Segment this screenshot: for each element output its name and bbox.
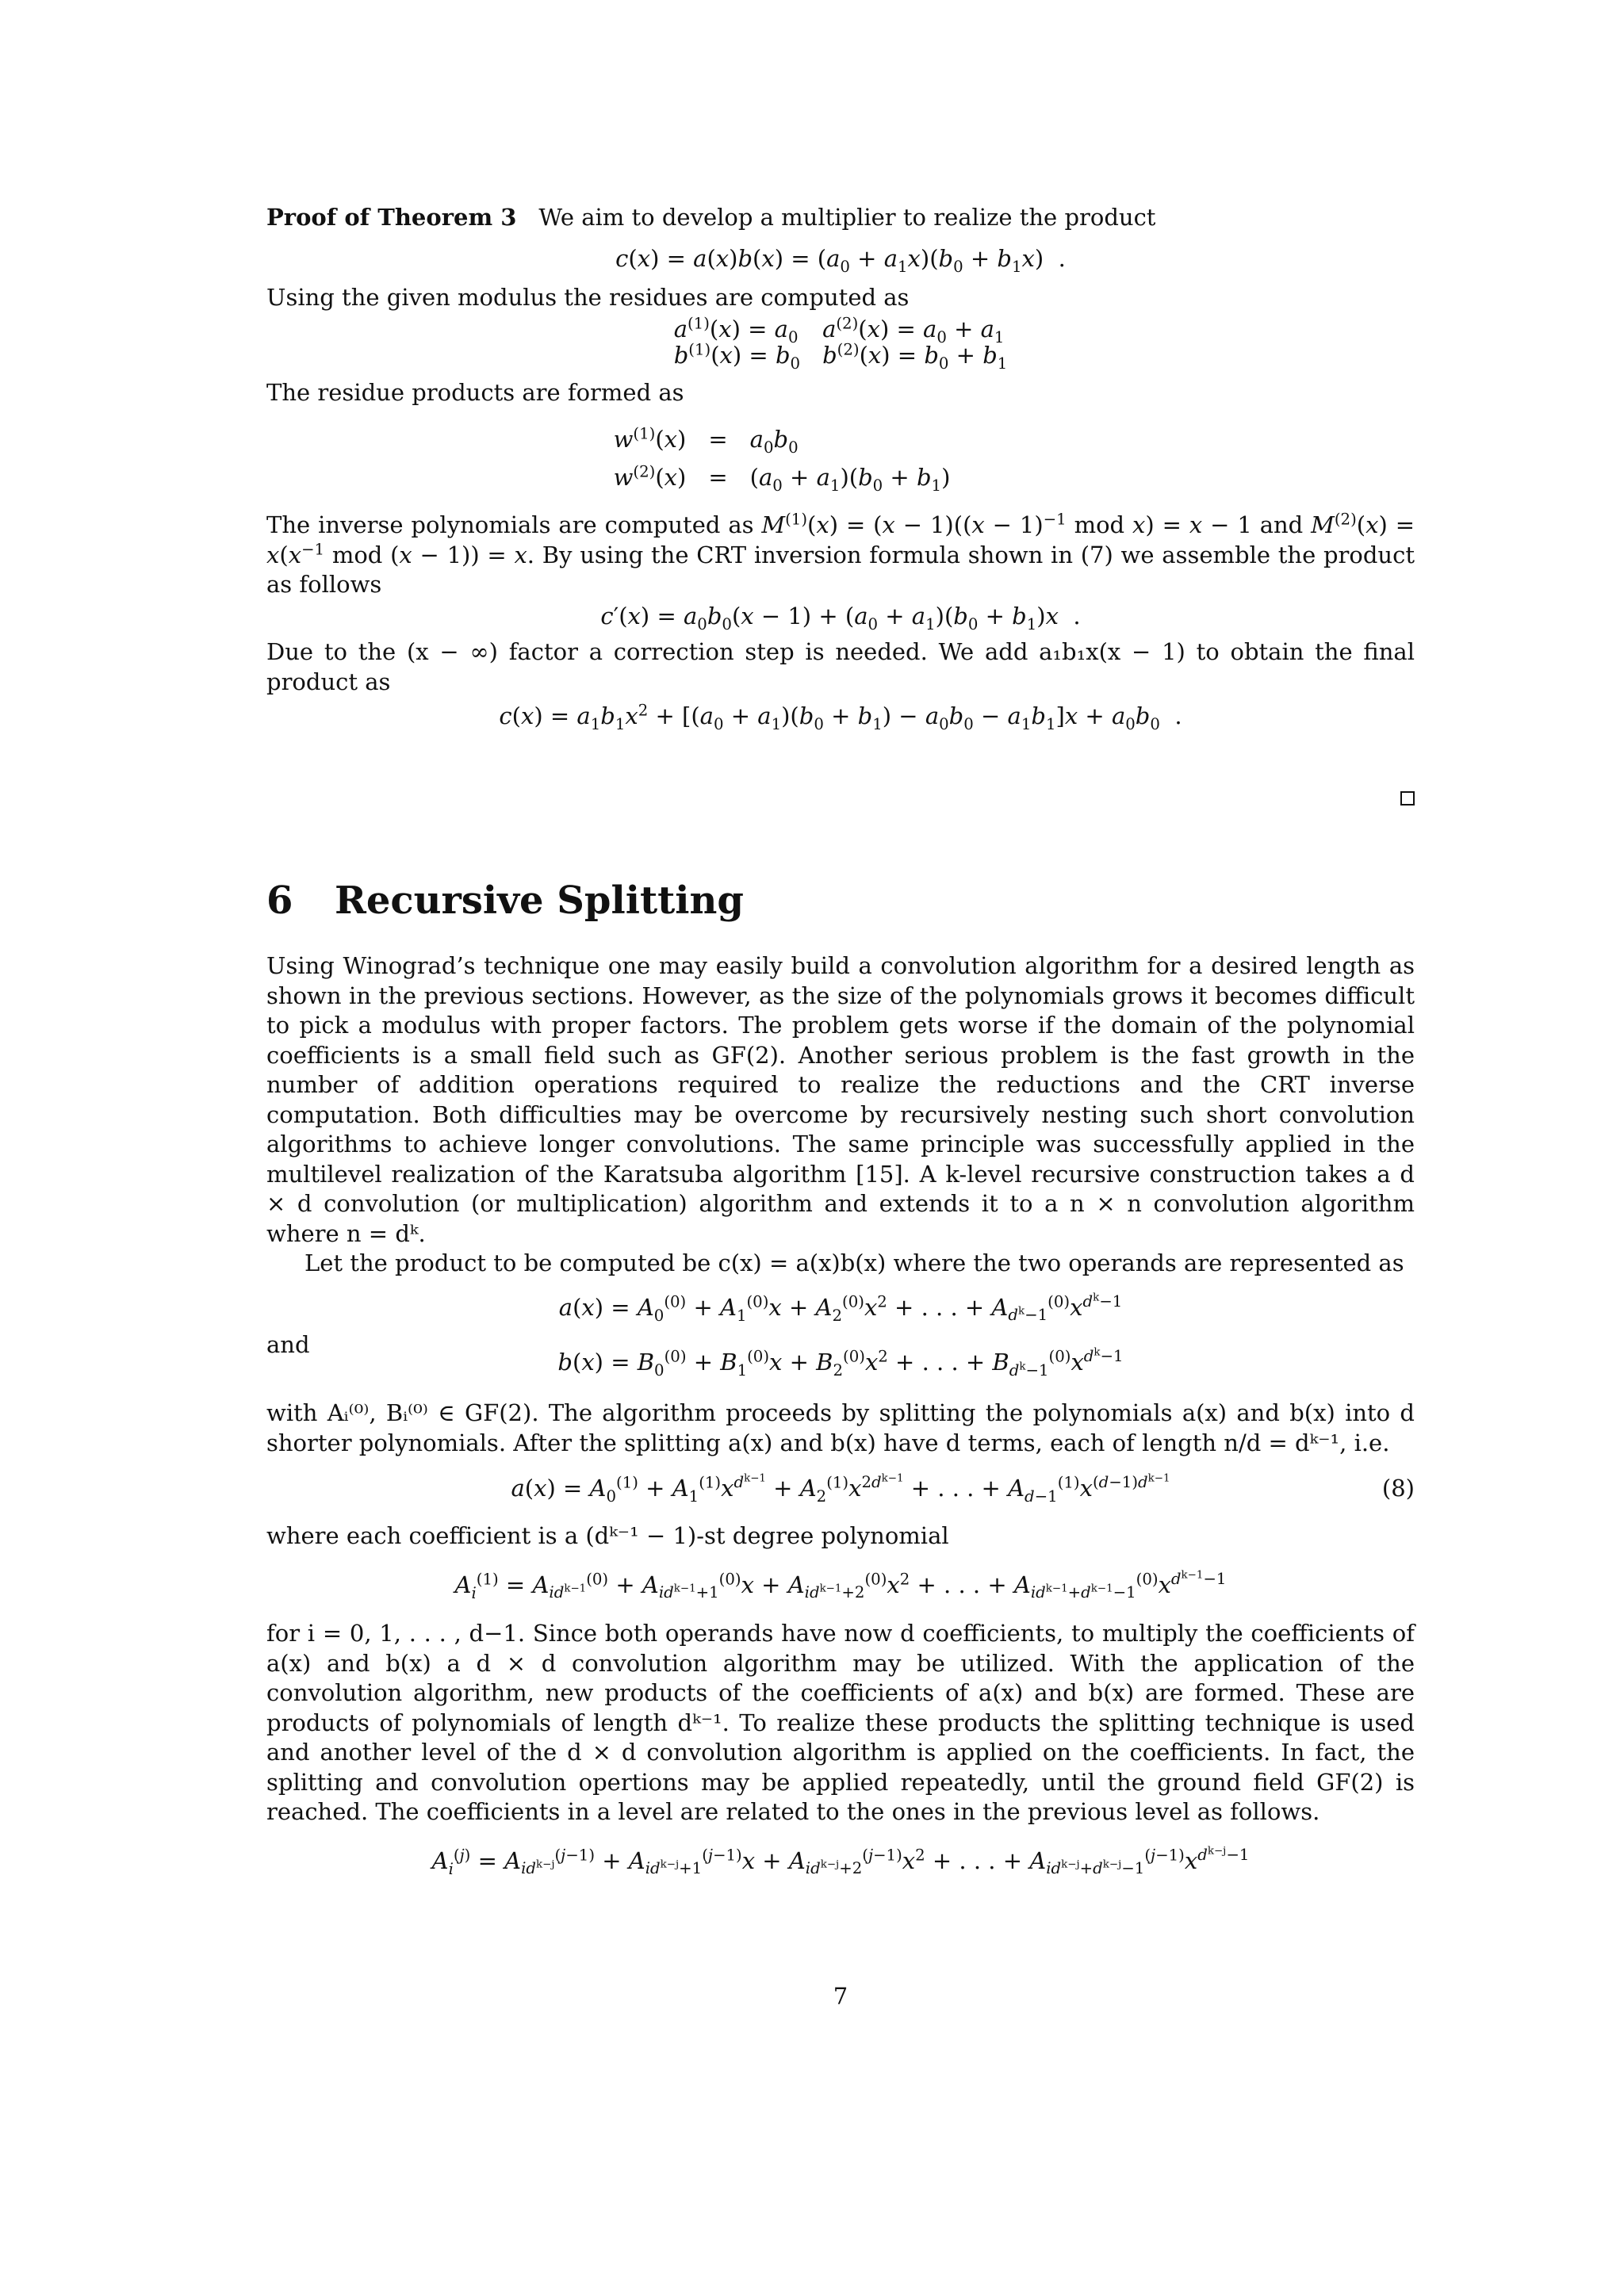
- page-number: 7: [833, 1983, 848, 2010]
- equation-coefficient: $A_i^{(1)} = A_{id^{k-1}}^{(0)} + A_{id^{k-1}+1}^{(0)}x + A_{id^{k-1}+2}^{(0)}x^2$ + . . . + $A_{id^{k-1}+d^{k-1}-1}^{(0)}x^{d^{k-1}-1}$: [454, 1569, 1227, 1602]
- inverse-paragraph: The inverse polynomials are computed as $M^{(1)}(x) = (x - 1)((x - 1)^{-1}$ mod x) = x − 1 and $M^{(2)}(x) = x(x^{-1}$ mod (x − 1)) = x. By using the CRT inversion formula shown in (7) we assemble the product as follows: [266, 510, 1415, 598]
- section-paragraph-4: where each coefficient is a (dᵏ⁻¹ − 1)-st degree polynomial: [266, 1522, 949, 1549]
- proof-intro-paragraph: [266, 203, 1415, 233]
- section-body: [266, 951, 1415, 1876]
- and-label: and: [266, 1331, 310, 1358]
- equation-final-product: $c(x) = a_1b_1x^2 + [(a_0 + a_1)(b_0 + b_1) - a_0b_0 - a_1b_1]x + a_0b_0$ .: [499, 701, 1182, 733]
- correction-paragraph: Due to the (x − ∞) factor a correction step is needed. We add a₁b₁x(x − 1) to obtain the final product as: [266, 638, 1415, 695]
- inverse-text-2: By using the CRT inversion formula shown in (7) we assemble the product as follows: [266, 541, 1415, 598]
- section-heading: [266, 878, 1415, 923]
- section-title: Recursive Splitting: [335, 878, 744, 923]
- qed-row: [266, 791, 1415, 807]
- equation-number-8: (8): [1381, 1475, 1415, 1502]
- products-intro: The residue products are formed as: [266, 378, 684, 406]
- equation-b-row: [266, 1330, 1415, 1381]
- proof-block: [266, 203, 1415, 732]
- proof-intro: We aim to develop a multiplier to realize the product: [538, 204, 1156, 231]
- section-paragraph-3: with Aᵢ⁽⁰⁾, Bᵢ⁽⁰⁾ ∈ GF(2). The algorithm proceeds by splitting the polynomials a(x) and b(x) into d shorter polynomials. After the splitting a(x) and b(x) have d terms, each of length n/d = dᵏ⁻¹, i.e.: [266, 1399, 1415, 1456]
- qed-box-icon: [1400, 791, 1415, 806]
- residue-products-table: $w^{(1)}(x)$ = $a_0b_0$ $w^{(2)}(x)$ = $(a_0 + a_1)(b_0 + b_1)$: [613, 424, 951, 495]
- inverse-text-1: The inverse polynomials are computed as: [266, 511, 754, 538]
- residues-table: $a^{(1)}(x) = a_0$ $a^{(2)}(x) = a_0 + a_1$ $b^{(1)}(x) = b_0$ $b^{(2)}(x) = b_0 + b_1$: [673, 313, 1008, 373]
- equation-product: $c(x) = a(x)b(x) = (a_0 + a_1x)(b_0 + b_1x)$ .: [615, 244, 1066, 276]
- section-title-row: [266, 878, 1415, 923]
- equation-level-j: $A_i^{(j)} = A_{id^{k-j}}^{(j-1)} + A_{id^{k-j}+1}^{(j-1)}x + A_{id^{k-j}+2}^{(j-1)}x^2$ + . . . + $A_{id^{k-j}+d^{k-j}-1}^{(j-1)}x^{d^{k-j}-1}$: [431, 1845, 1250, 1878]
- equation-8: $a(x) = A_0^{(1)} + A_1^{(1)}x^{d^{k-1}} + A_2^{(1)}x^{2d^{k-1}}$ + . . . + $A_{d-1}^{(1)}x^{(d-1)d^{k-1}}$: [511, 1472, 1170, 1506]
- section-paragraph-1: Using Winograd’s technique one may easily build a convolution algorithm for a desired length as shown in the previous sections. However, as the size of the polynomials grows it becomes difficult to pick a modulus with proper factors. The problem gets worse if the domain of the polynomial coefficients is a small field such as GF(2). Another serious problem is the fast growth in the number of addition operations required to realize the reductions and the CRT inverse computation. Both difficulties may be overcome by recursively nesting such short convolution algorithms to achieve longer convolutions. The same principle was successfully applied in the multilevel realization of the Karatsuba algorithm [15]. A k-level recursive construction takes a d × d convolution (or multiplication) algorithm and extends it to a n × n convolution algorithm where n = dᵏ.: [266, 952, 1415, 1247]
- section-paragraph-2: Let the product to be computed be c(x) = a(x)b(x) where the two operands are represented as: [304, 1249, 1404, 1276]
- equation-b-of-x: $b(x) = B_0^{(0)} + B_1^{(0)}x + B_2^{(0)}x^2$ + . . . + $B_{d^k-1}^{(0)}x^{d^k-1}$: [557, 1346, 1124, 1380]
- residues-intro: Using the given modulus the residues are computed as: [266, 284, 910, 311]
- equation-8-row: [266, 1474, 1415, 1512]
- equation-crt: $c'(x) = a_0b_0(x - 1) + (a_0 + a_1)(b_0 + b_1)x$ .: [600, 602, 1081, 633]
- section-paragraph-5: for i = 0, 1, . . . , d−1. Since both operands have now d coefficients, to multiply the coefficients of a(x) and b(x) a d × d convolution algorithm may be utilized. With the application of the convolution algorithm, new products of the coefficients of a(x) and b(x) are formed. These are products of polynomials of length dᵏ⁻¹. To realize these products the splitting technique is used and another level of the d × d convolution algorithm is applied on the coefficients. In fact, the splitting and convolution opertions may be applied repeatedly, until the ground field GF(2) is reached. The coefficients in a level are related to the ones in the previous level as follows.: [266, 1620, 1415, 1825]
- proof-title: Proof of Theorem 3: [266, 204, 517, 231]
- section-number: 6: [266, 878, 293, 923]
- equation-a-of-x: $a(x) = A_0^{(0)} + A_1^{(0)}x + A_2^{(0)}x^2$ + . . . + $A_{d^k-1}^{(0)}x^{d^k-1}$: [558, 1292, 1123, 1325]
